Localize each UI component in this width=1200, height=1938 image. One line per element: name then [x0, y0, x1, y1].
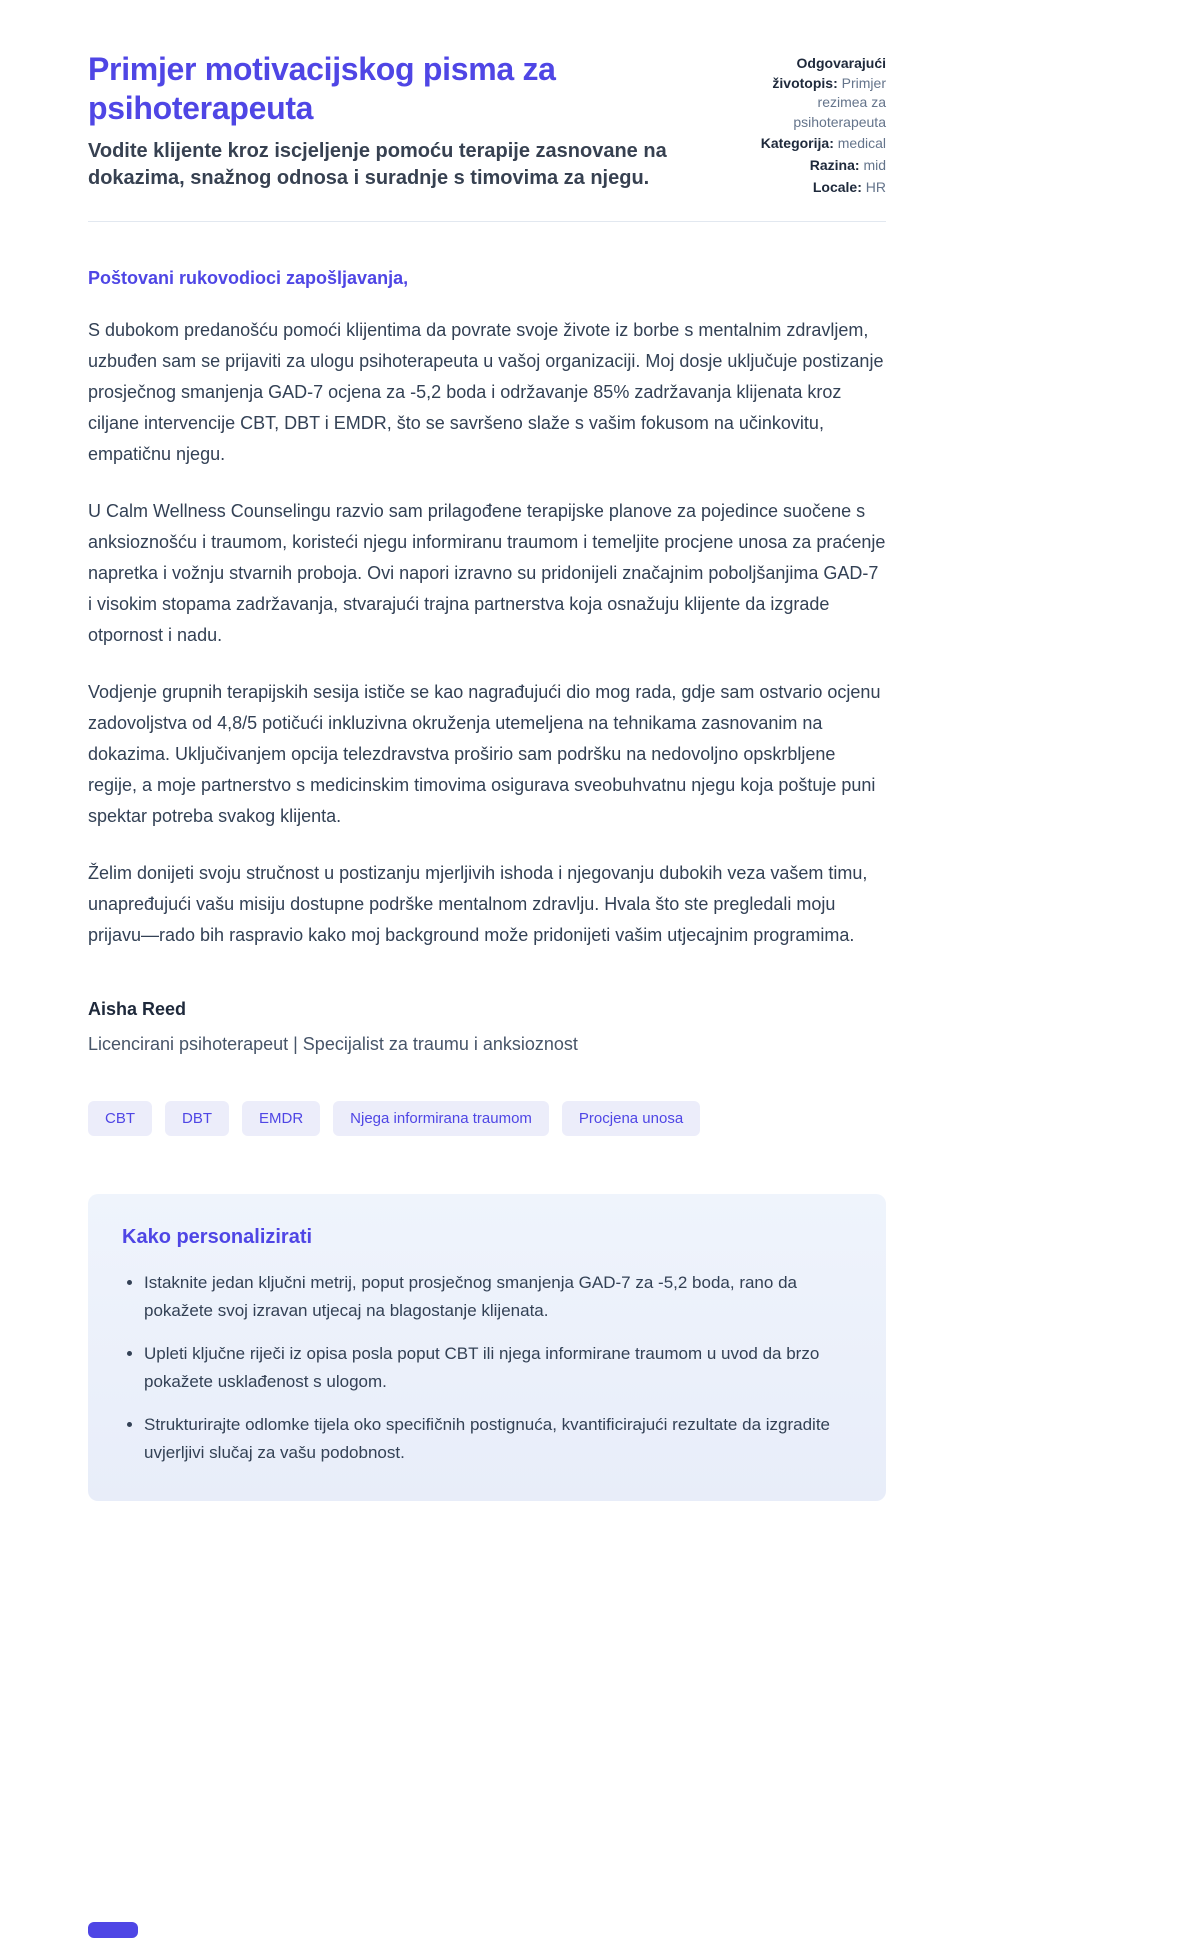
header-title-block [88, 50, 678, 192]
cutoff-button[interactable] [88, 1922, 138, 1938]
meta-label: Locale: [812, 178, 862, 195]
tips-list [122, 1269, 852, 1467]
letter-paragraph: Želim donijeti svoju stručnost u postizanju mjerljivih ishoda i njegovanju dubokih veza vašem timu, unapređujući vašu misiju dostupne podrške mentalnom zdravlju. Hvala što ste pregledali moju prijavu—rado bih raspravio kako moj background može pridonijeti vašim utjecajnim programima. [88, 863, 868, 946]
meta-row-matching-resume [736, 54, 886, 132]
tip-item: • Istaknite jedan ključni metrij, poput prosječnog smanjenja GAD-7 za -5,2 boda, rano da pokažete svoj izravan utjecaj na blagostanje klijenata. [144, 1269, 852, 1325]
meta-row-category [736, 134, 886, 154]
tag-chip-dbt: DBT [165, 1101, 229, 1136]
tip-item: • Upleti ključne riječi iz opisa posla poput CBT ili njega informirane traumom u uvod da brzo pokažete usklađenost s ulogom. [144, 1340, 852, 1396]
letter-paragraph: U Calm Wellness Counselingu razvio sam prilagođene terapijske planove za pojedince suočene s anksioznošću i traumom, koristeći njegu informiranu traumom i temeljite procjene unosa za praćenje napretka i vožnju stvarnih proboja. Ovi napori izravno su pridonijeli značajnim poboljšanjima GAD-7 i visokim stopama zadržavanja, stvarajući trajna partnerstva koja osnažuju klijente da izgrade otpornost i nadu. [88, 501, 886, 646]
meta-resume-link[interactable]: Primjer rezimea za psihoterapeuta [793, 74, 886, 130]
letter-salutation: Poštovani rukovodioci zapošljavanja, [88, 268, 409, 289]
signature-title: Licencirani psihoterapeut | Specijalist za traumu i anksioznost [88, 1034, 578, 1055]
tips-heading: Kako personalizirati [122, 1226, 313, 1249]
tag-chip-trauma-informed-care: Njega informirana traumom [333, 1101, 549, 1136]
tag-chip-emdr: EMDR [242, 1101, 320, 1136]
page-title: Primjer motivacijskog pisma za psihoterapeuta [88, 51, 556, 127]
personalize-tips-box [88, 1194, 886, 1501]
tag-chip-cbt: CBT [88, 1101, 152, 1136]
meta-label: Odgovarajući životopis: [772, 55, 886, 91]
letter-paragraph: S dubokom predanošću pomoći klijentima da povrate svoje živote iz borbe s mentalnim zdravljem, uzbuđen sam se prijaviti za ulogu psihoterapeuta u vašoj organizaciji. Moj dosje uključuje postizanje prosječnog smanjenja GAD-7 ocjena za -5,2 boda i održavanje 85% zadržavanja klijenata kroz ciljane intervencije CBT, DBT i EMDR, što se savršeno slaže s vašim fokusom na učinkovitu, empatičnu njegu. [88, 320, 884, 465]
page-subtitle: Vodite klijente kroz iscjeljenje pomoću terapije zasnovane na dokazima, snažnog odnosa i suradnje s timovima za njegu. [88, 140, 667, 190]
header-divider [88, 221, 886, 222]
header [88, 50, 886, 199]
tag-chip-intake-assessment: Procjena unosa [562, 1101, 700, 1136]
tag-list [88, 1101, 886, 1136]
meta-value: HR [865, 178, 886, 195]
meta-label: Razina: [809, 156, 860, 173]
signature-name: Aisha Reed [88, 999, 187, 1020]
meta-panel [736, 50, 886, 199]
meta-row-locale [736, 178, 886, 198]
meta-value: medical [837, 135, 886, 152]
meta-row-level [736, 156, 886, 176]
tip-item: • Strukturirajte odlomke tijela oko specifičnih postignuća, kvantificirajući rezultate da izgradite uvjerljivi slučaj za vašu podobnost. [144, 1411, 852, 1467]
letter-paragraph: Vodjenje grupnih terapijskih sesija ističe se kao nagrađujući dio mog rada, gdje sam ostvario ocjenu zadovoljstva od 4,8/5 potičući inkluzivna okruženja utemeljena na tehnikama zasnovanim na dokazima. Uključivanjem opcija telezdravstva proširio sam podršku na nedovoljno opskrbljene regije, a moje partnerstvo s medicinskim timovima osigurava sveobuhvatnu njegu koja poštuje puni spektar potreba svakog klijenta. [88, 682, 881, 827]
page [88, 0, 886, 1501]
meta-label: Kategorija: [760, 135, 834, 152]
meta-value: mid [863, 156, 886, 173]
letter-body [88, 268, 886, 1055]
